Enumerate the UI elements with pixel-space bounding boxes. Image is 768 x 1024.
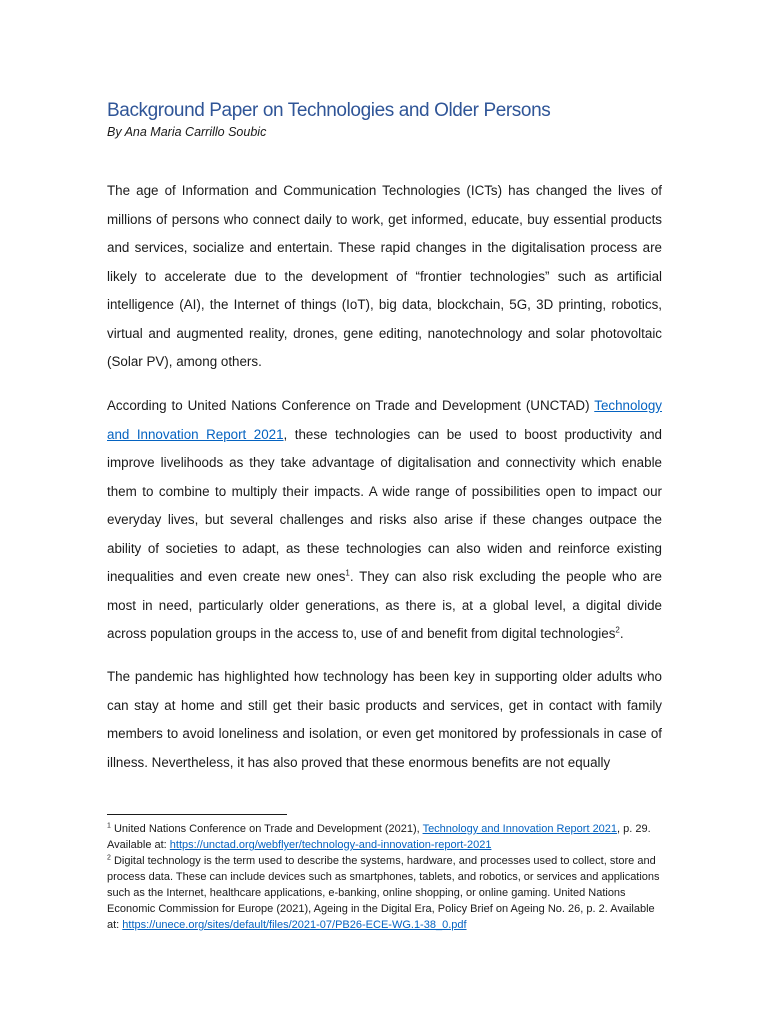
footnotes (107, 821, 667, 933)
paragraph-2-text-a: According to United Nations Conference on Trade and Development (UNCTAD) (107, 398, 595, 413)
footnote-2 (107, 853, 667, 933)
footnote-2-url-link[interactable]: https://unece.org/sites/default/files/2021-07/PB26-ECE-WG.1-38_0.pdf (122, 919, 467, 931)
footnote-2-text: Digital technology is the term used to describe the systems, hardware, and processes used to collect, store and process data. These can include devices such as smartphones, tablets, and robotics, or services and applications such as the Internet, healthcare applications, e-banking, online shopping, or online gaming. United Nations Economic Commission for Europe (2021), Ageing in the Digital Era, Policy Brief on Ageing No. 26, p. 2. Available at: (107, 855, 660, 931)
document-title: Background Paper on Technologies and Older Persons (107, 100, 551, 121)
paragraph-2-text-c: . They can also risk excluding the people who are most in need, particularly older generations, as there is, at a global level, a digital divide across population groups in the access to, use of and benefit from digital technologies (107, 569, 662, 641)
footnote-1-report-link[interactable]: Technology and Innovation Report 2021 (422, 823, 618, 835)
document-author: By Ana Maria Carrillo Soubic (107, 125, 267, 139)
paragraph-1: The age of Information and Communication Technologies (ICTs) has changed the lives of millions of persons who connect daily to work, get informed, educate, buy essential products and services, socialize and entertain. These rapid changes in the digitalisation process are likely to accelerate due to the development of “frontier technologies” such as artificial intelligence (AI), the Internet of things (IoT), big data, blockchain, 5G, 3D printing, robotics, virtual and augmented reality, drones, gene editing, nanotechnology and solar photovoltaic (Solar PV), among others. (107, 183, 662, 369)
footnote-1-text: United Nations Conference on Trade and Development (2021), (110, 823, 423, 835)
footnote-2-mark: 2 (107, 854, 111, 862)
paragraph-3: The pandemic has highlighted how technology has been key in supporting older adults who can stay at home and still get their basic products and services, get in contact with family members to avoid loneliness and isolation, or even get monitored by professionals in case of illness. Nevertheless, it has also proved that these enormous benefits are not equally (107, 669, 662, 770)
technology-report-link[interactable]: Technology and Innovation Report 2021 (107, 398, 662, 442)
footnote-separator (107, 814, 287, 815)
footnote-1-text-2: , p. 29. Available at: (107, 823, 651, 851)
footnote-ref-1[interactable]: 1 (345, 568, 350, 578)
footnote-1 (107, 821, 667, 853)
footnote-ref-2[interactable]: 2 (615, 625, 620, 635)
footnote-1-mark: 1 (107, 822, 111, 830)
paragraph-2-text-b: , these technologies can be used to boost productivity and improve livelihoods as they take advantage of digitalisation and connectivity which enable them to combine to multiply their impacts. A wide range of possibilities open to impact our everyday lives, but several challenges and risks also arise if these changes outpace the ability of societies to adapt, as these technologies can also widen and reinforce existing inequalities and even create new ones (107, 426, 662, 584)
paragraph-2-text-d: . (619, 626, 624, 641)
paragraph-2 (107, 392, 662, 649)
footnote-1-url-link[interactable]: https://unctad.org/webflyer/technology-and-innovation-report-2021 (169, 839, 492, 851)
